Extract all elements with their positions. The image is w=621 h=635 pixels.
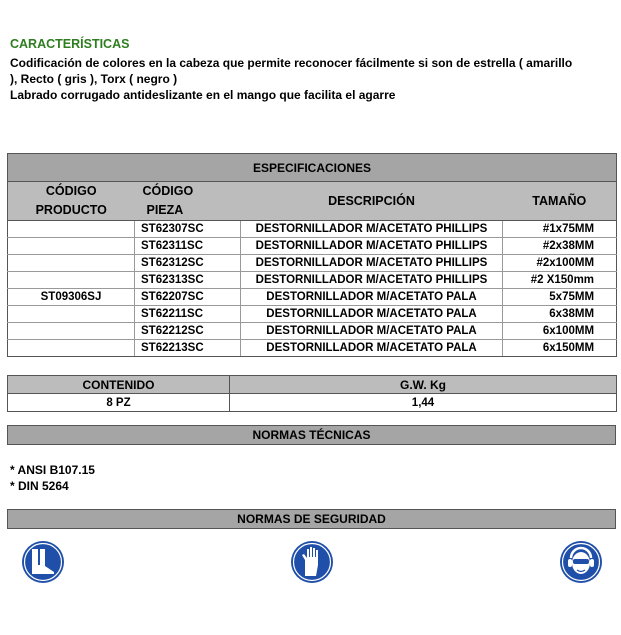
product-code-cell <box>8 340 135 357</box>
characteristics-line: Labrado corrugado antideslizante en el mango que facilita el agarre <box>10 88 396 102</box>
header-weight: G.W. Kg <box>230 376 617 394</box>
size-cell: 6x38MM <box>503 306 617 323</box>
piece-code-cell: ST62313SC <box>135 272 241 289</box>
piece-code-cell: ST62307SC <box>135 221 241 238</box>
characteristics-line: ), Recto ( gris ), Torx ( negro ) <box>10 72 178 86</box>
header-content: CONTENIDO <box>8 376 230 394</box>
content-table <box>7 375 617 412</box>
size-cell: #1x75MM <box>503 221 617 238</box>
description-cell: DESTORNILLADOR M/ACETATO PALA <box>241 289 503 306</box>
size-cell: #2 X150mm <box>503 272 617 289</box>
table-row <box>8 255 617 272</box>
specifications-table <box>7 153 617 357</box>
size-cell: 6x100MM <box>503 323 617 340</box>
description-cell: DESTORNILLADOR M/ACETATO PHILLIPS <box>241 255 503 272</box>
piece-code-cell: ST62212SC <box>135 323 241 340</box>
weight-value: 1,44 <box>230 394 617 412</box>
piece-code-cell: ST62213SC <box>135 340 241 357</box>
piece-code-cell: ST62207SC <box>135 289 241 306</box>
product-code-cell <box>8 255 135 272</box>
size-cell: #2x100MM <box>503 255 617 272</box>
specifications-title: ESPECIFICACIONES <box>8 154 617 182</box>
piece-code-cell: ST62312SC <box>135 255 241 272</box>
eye-ear-protection-icon <box>559 540 603 584</box>
characteristics-line: Codificación de colores en la cabeza que permite reconocer fácilmente si son de estrella ( amarillo <box>10 56 573 70</box>
product-code-cell <box>8 323 135 340</box>
table-row <box>8 238 617 255</box>
description-cell: DESTORNILLADOR M/ACETATO PALA <box>241 323 503 340</box>
product-code-cell <box>8 221 135 238</box>
technical-standards-title: NORMAS TÉCNICAS <box>7 425 616 445</box>
table-row <box>8 221 617 238</box>
characteristics-heading: CARACTERÍSTICAS <box>10 37 130 51</box>
description-cell: DESTORNILLADOR M/ACETATO PHILLIPS <box>241 238 503 255</box>
product-code-cell: ST09306SJ <box>8 289 135 306</box>
piece-code-cell: ST62211SC <box>135 306 241 323</box>
description-cell: DESTORNILLADOR M/ACETATO PALA <box>241 306 503 323</box>
header-size: TAMAÑO <box>503 182 617 221</box>
safety-boots-icon <box>21 540 65 584</box>
description-cell: DESTORNILLADOR M/ACETATO PHILLIPS <box>241 221 503 238</box>
size-cell: 5x75MM <box>503 289 617 306</box>
characteristics-text <box>10 55 616 103</box>
header-product-code: CÓDIGO PRODUCTO <box>8 182 135 221</box>
description-cell: DESTORNILLADOR M/ACETATO PALA <box>241 340 503 357</box>
standard-item: * ANSI B107.15 <box>10 463 95 477</box>
description-cell: DESTORNILLADOR M/ACETATO PHILLIPS <box>241 272 503 289</box>
technical-standards-list <box>10 462 95 494</box>
header-description: DESCRIPCIÓN <box>241 182 503 221</box>
size-cell: 6x150MM <box>503 340 617 357</box>
product-code-cell <box>8 272 135 289</box>
table-row <box>8 272 617 289</box>
table-row <box>8 306 617 323</box>
header-piece-code: CÓDIGO PIEZA <box>135 182 241 221</box>
table-row <box>8 340 617 357</box>
product-code-cell <box>8 238 135 255</box>
content-value: 8 PZ <box>8 394 230 412</box>
standard-item: * DIN 5264 <box>10 479 69 493</box>
table-row <box>8 289 617 306</box>
product-code-cell <box>8 306 135 323</box>
table-row <box>8 323 617 340</box>
piece-code-cell: ST62311SC <box>135 238 241 255</box>
size-cell: #2x38MM <box>503 238 617 255</box>
safety-standards-title: NORMAS DE SEGURIDAD <box>7 509 616 529</box>
safety-gloves-icon <box>290 540 334 584</box>
